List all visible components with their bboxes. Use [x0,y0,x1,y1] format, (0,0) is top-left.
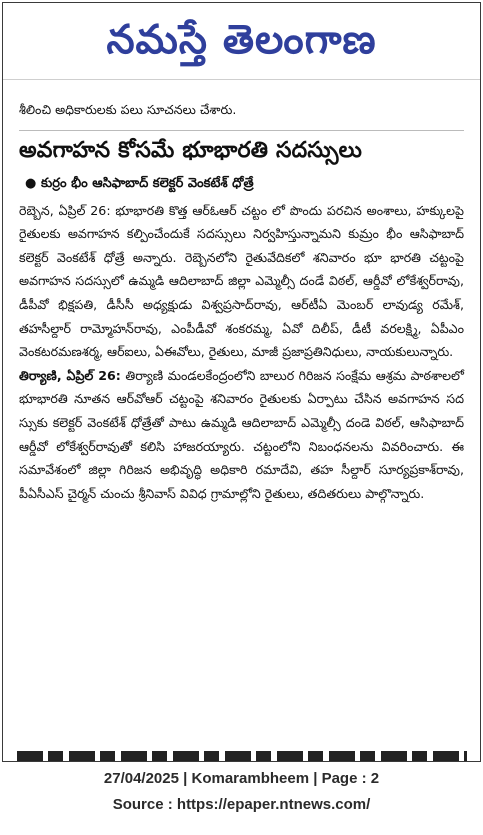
article-subhead [25,173,464,195]
article-headline: అవగాహన కోసమే భూభారతి సదస్సులు [19,130,464,167]
footer-edition-info: 27/04/2025 | Komarambheem | Page : 2 [103,770,380,787]
masthead-divider [3,79,480,80]
subhead-text: కుర్రం భీం ఆసిఫాబాద్ కలెక్టర్ వెంకటేశ్ ధోత్రే [41,175,254,191]
dateline: తిర్యాణి, ఏప్రిల్ 26: [19,367,121,383]
newspaper-clipping [2,2,481,762]
article-paragraph-1: రెబ్బెన, ఏప్రిల్ 26: భూభారతి కొత్త ఆర్ఓఆర్ చట్టం లో పొందు పరచిన అంశాలు, హక్కులపై రైతులకు అవగాహన కల్పించేందుకే సదస్సులు నిర్వహిస్తున్నామని కుమ్రం భీం ఆసిఫాబాద్ కలెక్టర్ వెంకటేశ్ ధోత్రే అన్నారు. రెబ్బెనలోని రైతువేదికలో శనివారం భూ భారతి చట్టంపై అవగాహన సదస్సులో ఉమ్మడి ఆదిలాబాద్ జిల్లా ఎమ్మెల్సీ దండే విఠల్, ఆర్డీవో లోకేశ్వర్‌రావు, డీపీవో భిక్షపతి, డీసీసీ అధ్యక్షుడు విశ్వప్రసాద్‌రావు, ఆర్‌టీఏ మెంబర్ లావుడ్య రమేశ్, తహసీల్దార్ రామ్మోహన్‌రావు, ఎంపీడీవో శంకరమ్మ, ఏవో దిలీప్, డీటీ వరలక్ష్మి, ఏపీఎం వెంకటరమణశర్మ, ఆర్ఐలు, ఏఈవోలు, రైతులు, మాజీ ప్రజాప్రతినిధులు, నాయకులున్నారు. [19,202,464,360]
bullet-icon: ● [25,175,37,191]
footer-source: Source : https://epaper.ntnews.com/ [112,796,371,813]
paragraph-2-body: తిర్యాణి మండలకేంద్రంలోని బాలుర గిరిజన సంక్షేమ ఆశ్రమ పాఠశాలలో భూభారతి నూతన ఆర్‌వోఆర్ చట్టంపై శనివారం రైతులకు ఏర్పాటు చేసిన అవగాహన సద స్సుకు కలెక్టర్ వెంకటేశ్ ధోత్రేతో పాటు ఉమ్మడి ఆదిలాబాద్ ఎమ్మెల్సీ దండె విఠల్, ఆసిఫాబాద్ ఆర్డీవో లోకేశ్వర్‌రావుతో కలిసి హాజరయ్యారు. చట్టంలోని నిబంధనలను వివరించారు. ఈ సమావేశంలో జిల్లా గిరిజన అభివృద్ధి అధికారి రమాదేవి, తహ సీల్దార్ సూర్యప్రకాశ్‌రావు, పీఏసీఎస్ చైర్మన్ చుంచు శ్రీనివాస్ వివిధ గ్రామాల్లోని రైతులు, తదితరులు పాల్గొన్నారు. [19,367,464,501]
article-body [19,98,464,505]
truncated-text-strip [17,751,467,761]
article-paragraph-2 [19,364,464,506]
masthead-logo: నమస్తే తెలంగాణ [106,17,377,63]
truncated-next-line [17,747,467,761]
previous-article-line: శీలించి అధికారులకు పలు సూచనలు చేశారు. [19,102,237,117]
